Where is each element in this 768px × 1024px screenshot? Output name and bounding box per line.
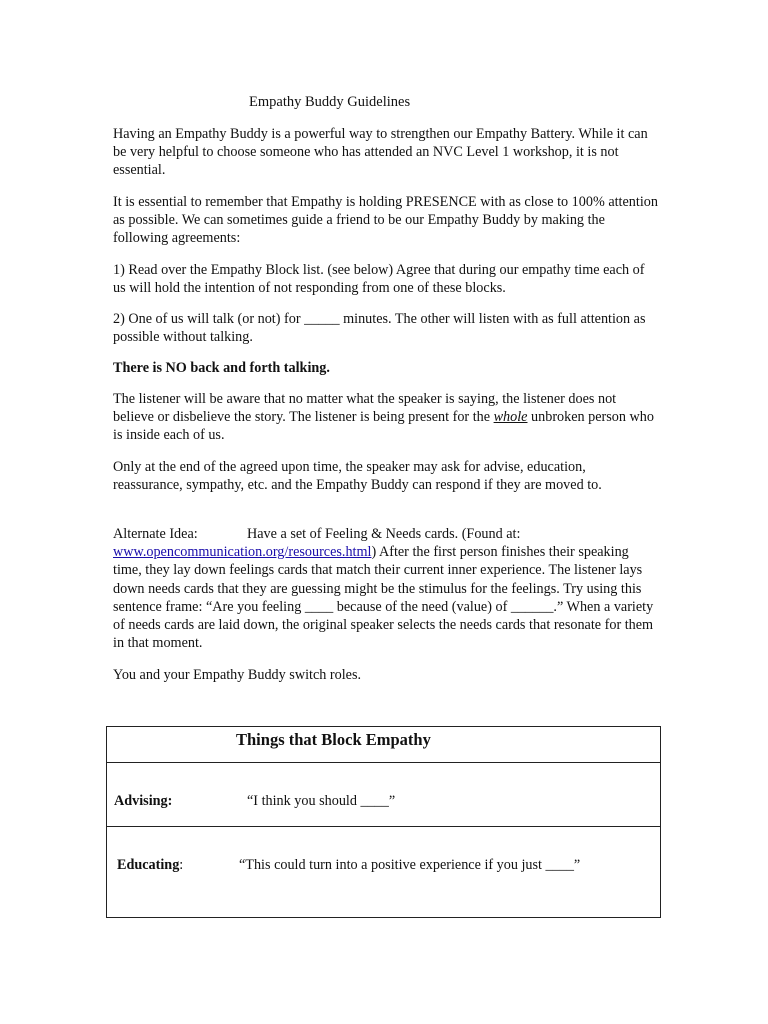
block-label-colon: : [179,857,184,873]
empathy-blocks-table [106,726,661,918]
listener-paragraph [113,390,658,445]
table-header-row [107,727,660,763]
block-label-text: Educating [117,857,180,873]
block-label: Advising: [114,793,173,809]
table-row [107,763,660,827]
intro-paragraph: Having an Empathy Buddy is a powerful way to strengthen our Empathy Battery. While it can be very helpful to choose someone who has attended an NVC Level 1 workshop, it is not essential. [113,126,648,179]
alternate-idea-label: Alternate Idea: [113,526,198,542]
document-title: Empathy Buddy Guidelines [249,94,411,110]
whole-emphasis: whole [493,409,528,426]
resources-link[interactable]: www.opencommunication.org/resources.html [113,544,372,561]
alternate-idea-intro: Have a set of Feeling & Needs cards. (Found at: [247,526,521,542]
block-quote: “I think you should ____” [247,793,396,809]
alternate-idea-rest: ) After the first person finishes their speaking time, they lay down feelings cards that match their current inner experience. The listener lays down needs cards that they are guessing might be the stimulus for the feelings. Try using this sentence frame: “Are you feeling ____ because of the need (value) of ______.” When a variety of needs cards are laid down, the original speaker selects the needs cards that resonate for them in that moment. [113,544,654,652]
switch-roles-paragraph: You and your Empathy Buddy switch roles. [113,667,362,683]
listener-text-before: The listener will be aware that no matter what the speaker is saying, the listener does not believe or disbelieve the story. The listener is being present for the [113,391,617,426]
presence-paragraph: It is essential to remember that Empathy is holding PRESENCE with as close to 100% attention as possible. We can sometimes guide a friend to be our Empathy Buddy by making the following agreements: [113,194,658,247]
block-quote: “This could turn into a positive experience if you just ____” [239,857,581,873]
listener-text-after: unbroken person who is inside each of us. [113,409,654,444]
block-label [117,857,183,874]
end-of-time-paragraph: Only at the end of the agreed upon time, the speaker may ask for advise, education, reassurance, sympathy, etc. and the Empathy Buddy can respond if they are moved to. [113,459,602,494]
alternate-idea-paragraph [113,525,661,652]
table-title: Things that Block Empathy [236,730,431,749]
no-back-and-forth-paragraph: There is NO back and forth talking. [113,360,330,376]
agreement-2-paragraph: 2) One of us will talk (or not) for _____ minutes. The other will listen with as full attention as possible without talking. [113,311,646,346]
table-row [107,827,660,917]
agreement-1-paragraph: 1) Read over the Empathy Block list. (see below) Agree that during our empathy time each of us will hold the intention of not responding from one of these blocks. [113,262,645,297]
